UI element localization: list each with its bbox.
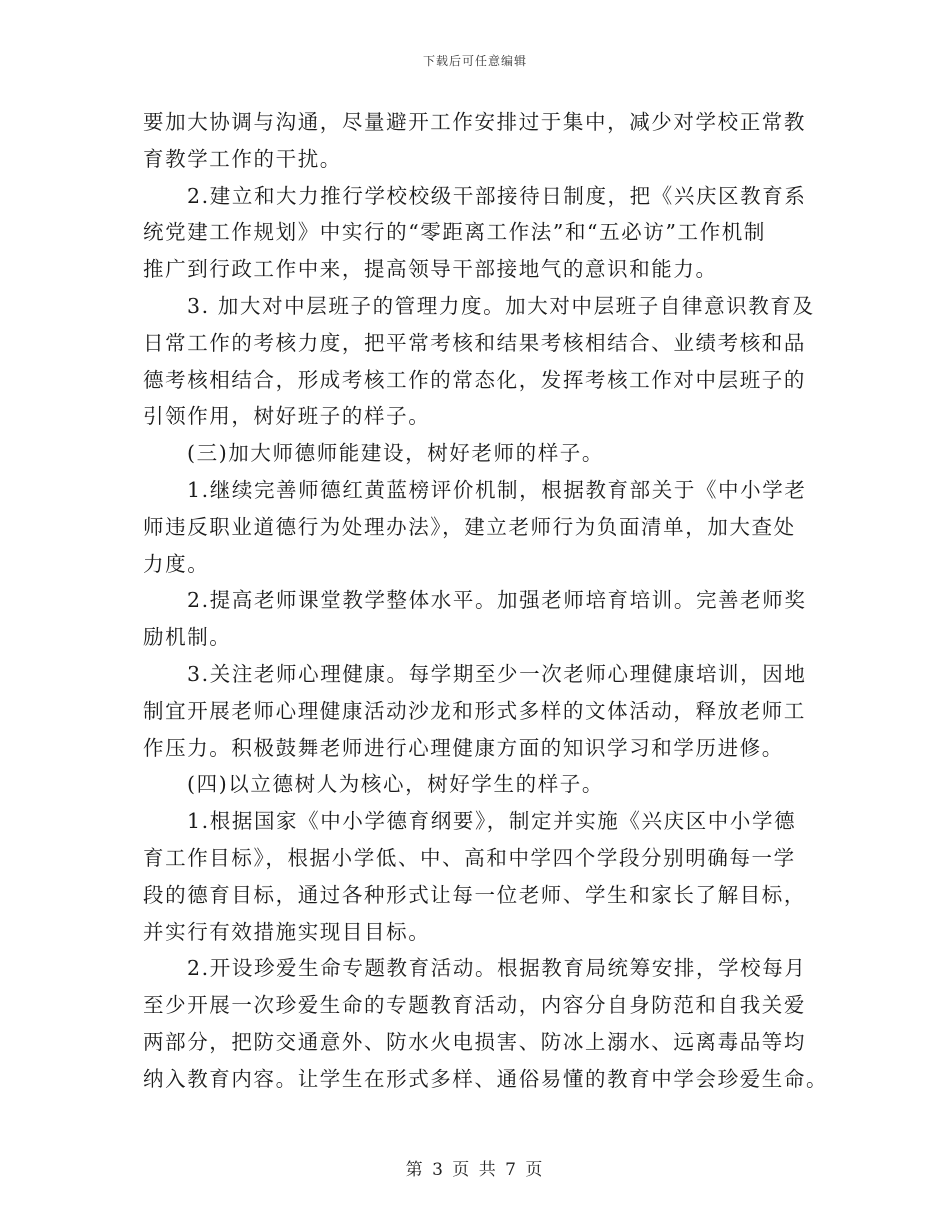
text-line: 引领作用，树好班子的样子。 <box>143 404 431 429</box>
text-line: 两部分，把防交通意外、防水火电损害、防冰上溺水、远离毒品等均 <box>143 1029 806 1054</box>
page-number-footer: 第 3 页 共 7 页 <box>405 1160 545 1180</box>
text-line: 师违反职业道德行为处理办法》，建立老师行为负面清单，加大查处 <box>143 514 796 539</box>
text-line: 力度。 <box>143 551 210 576</box>
paragraph-start-line: 3.关注老师心理健康。每学期至少一次老师心理健康培训，因地 <box>187 661 807 686</box>
paragraph-start-line: 3. 加大对中层班子的管理力度。加大对中层班子自律意识教育及 <box>187 293 815 318</box>
paragraph-start-line: 2.建立和大力推行学校校级干部接待日制度，把《兴庆区教育系 <box>187 183 807 208</box>
text-line: 德考核相结合，形成考核工作的常态化，发挥考核工作对中层班子的 <box>143 367 806 392</box>
section-heading: (四)以立德树人为核心，树好学生的样子。 <box>187 772 604 797</box>
text-line: 制宜开展老师心理健康活动沙龙和形式多样的文体活动，释放老师工 <box>143 698 806 723</box>
text-line: 至少开展一次珍爱生命的专题教育活动，内容分自身防范和自我关爱 <box>143 993 806 1018</box>
text-line: 统党建工作规划》中实行的“零距离工作法”和“五必访”工作机制 <box>143 220 766 245</box>
text-line: 励机制。 <box>143 625 232 650</box>
section-heading: (三)加大师德师能建设，树好老师的样子。 <box>187 441 604 466</box>
paragraph-start-line: 2.提高老师课堂教学整体水平。加强老师培育培训。完善老师奖 <box>187 588 807 613</box>
paragraph-start-line: 1.根据国家《中小学德育纲要》，制定并实施《兴庆区中小学德 <box>187 809 797 834</box>
text-line: 纳入教育内容。让学生在形式多样、通俗易懂的教育中学会珍爱生命。 <box>143 1066 829 1091</box>
paragraph-start-line: 1.继续完善师德红黄蓝榜评价机制，根据教育部关于《中小学老 <box>187 477 807 502</box>
text-line: 育工作目标》，根据小学低、中、高和中学四个学段分别明确每一学 <box>143 845 796 870</box>
text-line: 日常工作的考核力度，把平常考核和结果考核相结合、业绩考核和品 <box>143 330 806 355</box>
text-line: 要加大协调与沟通，尽量避开工作安排过于集中，减少对学校正常教 <box>143 110 806 134</box>
text-line: 推广到行政工作中来，提高领导干部接地气的意识和能力。 <box>143 257 718 282</box>
text-line: 段的德育目标，通过各种形式让每一位老师、学生和家长了解目标， <box>143 882 806 907</box>
document-body <box>143 104 829 1098</box>
text-line: 并实行有效措施实现目目标。 <box>143 919 431 944</box>
text-line: 作压力。积极鼓舞老师进行心理健康方面的知识学习和学历进修。 <box>143 735 784 760</box>
page-header: 下载后可任意编辑 <box>422 54 527 68</box>
text-line: 育教学工作的干扰。 <box>143 146 342 171</box>
paragraph-start-line: 2.开设珍爱生命专题教育活动。根据教育局统筹安排，学校每月 <box>187 956 807 981</box>
